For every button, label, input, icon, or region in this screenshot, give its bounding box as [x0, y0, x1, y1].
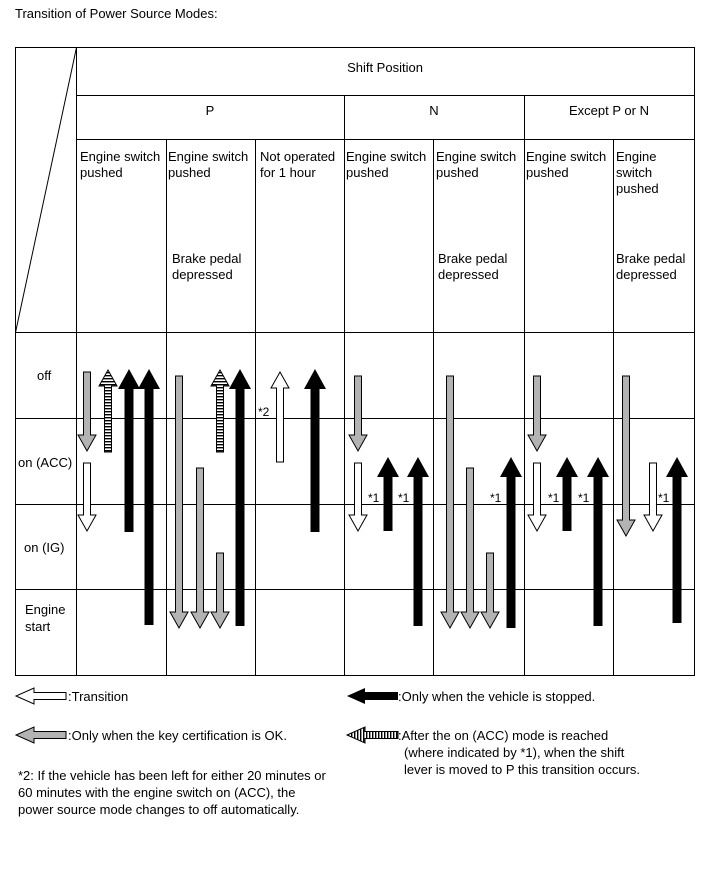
col3-line1: Not operated: [260, 149, 336, 164]
diagram-title: Transition of Power Source Modes:: [15, 6, 218, 21]
legend-acc-line3: lever is moved to P this transition occurs.: [404, 762, 641, 777]
p2-striped-up: [211, 370, 229, 452]
p1-black-up-ig: [118, 369, 140, 532]
note-star2: *2: [258, 405, 270, 419]
col6-line2: pushed: [526, 165, 569, 180]
legend-striped-arrow: [347, 727, 398, 743]
legend-transition-text: :Transition: [68, 689, 129, 704]
n1-gray-down: [349, 376, 367, 451]
col7-line3: pushed: [616, 181, 659, 196]
col4-line1: Engine switch: [346, 149, 427, 164]
p2-gray-down-2: [191, 468, 209, 628]
n2-gray-down-2: [461, 468, 479, 628]
legend-stopped-text: :Only when the vehicle is stopped.: [398, 689, 596, 704]
note-star1-e: *1: [578, 491, 590, 505]
col1-line2: pushed: [80, 165, 123, 180]
legend-key-text: :Only when the key certification is OK.: [68, 728, 287, 743]
e1-black-up-start: [587, 457, 609, 626]
col7-cond2: depressed: [616, 267, 677, 282]
e1-white-down: [528, 463, 546, 531]
n2-gray-down-3: [481, 553, 499, 628]
col7-line2: switch: [616, 165, 653, 180]
col5-cond1: Brake pedal: [438, 251, 508, 266]
footnote-line1: *2: If the vehicle has been left for either 20 minutes or: [18, 768, 326, 783]
n1-black-up-ig: [377, 457, 399, 531]
n2-black-up: [500, 457, 522, 628]
group-p-label: P: [205, 103, 215, 118]
p1-white-down: [78, 463, 96, 531]
p2-gray-down-1: [170, 376, 188, 628]
col1-line1: Engine switch: [80, 149, 161, 164]
p1-striped-up: [99, 370, 117, 452]
col6-line1: Engine switch: [526, 149, 607, 164]
row-start-line1: Engine: [25, 602, 66, 617]
row-start-line2: start: [25, 619, 51, 634]
col2-line1: Engine switch: [168, 149, 249, 164]
n1-white-down: [349, 463, 367, 531]
col5-cond2: depressed: [438, 267, 499, 282]
n2-gray-down-1: [441, 376, 459, 628]
note-star1-a: *1: [368, 491, 380, 505]
e2-black-up: [666, 457, 688, 623]
p2-gray-down-3: [211, 553, 229, 628]
legend-acc-line1: :After the on (ACC) mode is reached: [398, 728, 609, 743]
e1-gray-down: [528, 376, 546, 451]
legend-acc-line2: (where indicated by *1), when the shift: [404, 745, 625, 760]
col5-line1: Engine switch: [436, 149, 517, 164]
col7-line1: Engine: [616, 149, 657, 164]
row-acc-label: on (ACC): [18, 455, 73, 470]
note-star1-b: *1: [398, 491, 410, 505]
legend-black-arrow: [347, 688, 398, 704]
p3-black-up: [304, 369, 326, 532]
note-star1-c: *1: [490, 491, 502, 505]
legend-white-arrow: [16, 688, 66, 704]
e2-gray-down: [617, 376, 635, 536]
col2-cond2: depressed: [172, 267, 233, 282]
p1-black-up-start: [138, 369, 160, 625]
n1-black-up-start: [407, 457, 429, 626]
col2-cond1: Brake pedal: [172, 251, 242, 266]
p2-black-up: [229, 369, 251, 626]
col5-line2: pushed: [436, 165, 479, 180]
note-star1-d: *1: [548, 491, 560, 505]
table-grid: [16, 48, 695, 676]
footnote-line2: 60 minutes with the engine switch on (ACC), the: [18, 785, 296, 800]
group-except-label: Except P or N: [569, 103, 649, 118]
shift-position-heading: Shift Position: [347, 60, 423, 75]
legend-gray-arrow: [16, 727, 66, 743]
col4-line2: pushed: [346, 165, 389, 180]
col3-line2: for 1 hour: [260, 165, 316, 180]
group-n-label: N: [429, 103, 439, 118]
p1-gray-down: [78, 372, 96, 451]
note-star1-f: *1: [658, 491, 670, 505]
col2-line2: pushed: [168, 165, 211, 180]
p3-white-up: [271, 372, 289, 462]
row-ig-label: on (IG): [24, 540, 65, 555]
row-off-label: off: [37, 368, 52, 383]
col7-cond1: Brake pedal: [616, 251, 686, 266]
footnote-line3: power source mode changes to off automatically.: [18, 802, 300, 817]
